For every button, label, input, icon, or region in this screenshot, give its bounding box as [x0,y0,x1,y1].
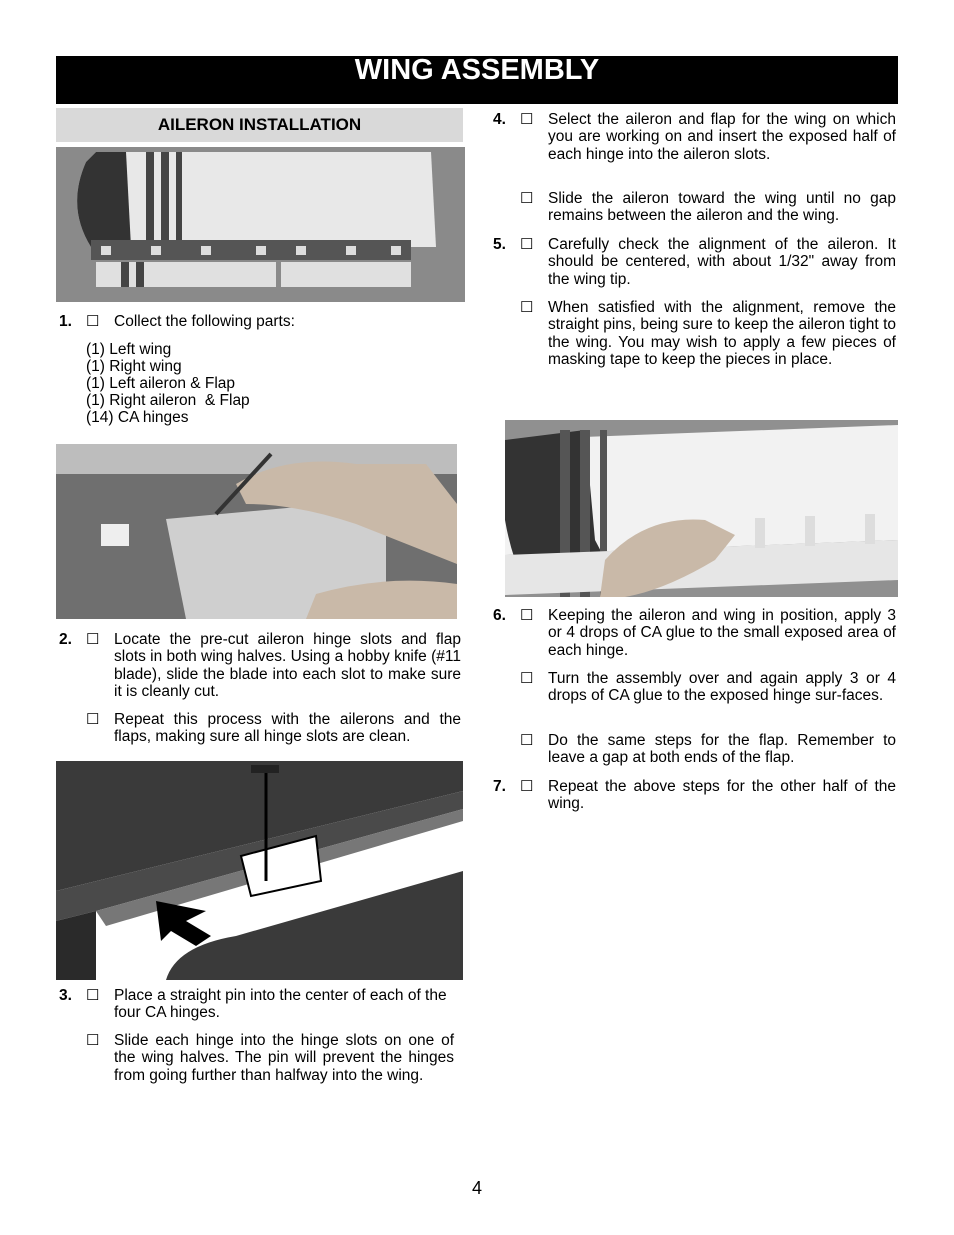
list-item: (1) Right aileron & Flap [86,392,250,409]
list-item: (14) CA hinges [86,409,189,426]
step-number: 6. [493,607,506,624]
list-item: (1) Left wing [86,341,172,358]
checkbox-icon[interactable]: ☐ [520,111,534,128]
step-number: 5. [493,236,506,253]
step-text: Select the aileron and flap for the wing on which you are working on and insert the exposed half of each hinge into the aileron slots. [548,111,896,163]
step-text: Repeat the above steps for the other half of the wing. [548,778,896,813]
step-text: Locate the pre-cut aileron hinge slots and flap slots in both wing halves. Using a hobby knife (#11 blade), slide the blade into each slot to make sure it is cleanly cut. [114,631,461,700]
step-text: Place a straight pin into the center of each of the four CA hinges. [114,987,447,1022]
checkbox-icon[interactable]: ☐ [520,236,534,253]
checkbox-icon[interactable]: ☐ [520,190,534,207]
aileron-taping-photo [505,420,898,597]
step-text: Repeat this process with the ailerons and the flaps, making sure all hinge slots are clean. [114,711,461,746]
page-title: WING ASSEMBLY [354,54,600,86]
step-text: Turn the assembly over and again apply 3 or 4 drops of CA glue to the exposed hinge sur-faces. [548,670,896,705]
checkbox-icon[interactable]: ☐ [86,1032,100,1049]
step-text: Keeping the aileron and wing in position, apply 3 or 4 drops of CA glue to the small exposed area of each hinge. [548,607,896,659]
checkbox-icon[interactable]: ☐ [86,313,100,330]
page-number: 4 [471,1178,482,1198]
aileron-taping-illustration [505,420,898,597]
checkbox-icon[interactable]: ☐ [520,607,534,624]
checkbox-icon[interactable]: ☐ [86,711,100,728]
step-number: 3. [59,987,72,1004]
section-heading: AILERON INSTALLATION [56,108,463,142]
step-text: Do the same steps for the flap. Remember to leave a gap at both ends of the flap. [548,732,896,767]
pin-hinge-illustration [56,761,463,980]
checkbox-icon[interactable]: ☐ [520,778,534,795]
list-item: (1) Right wing [86,358,182,375]
step-number: 2. [59,631,72,648]
step-text: Slide each hinge into the hinge slots on one of the wing halves. The pin will prevent the hinges from going further than halfway into the wing. [114,1032,454,1084]
step-number: 7. [493,778,506,795]
step-text: Slide the aileron toward the wing until no gap remains between the aileron and the wing. [548,190,896,225]
step-text: When satisfied with the alignment, remove the straight pins, being sure to keep the aileron tight to the wing. You may wish to apply a few pieces of masking tape to keep the pieces in place. [548,299,896,368]
checkbox-icon[interactable]: ☐ [86,631,100,648]
step-text: Carefully check the alignment of the aileron. It should be centered, with about 1/32" away from the wing tip. [548,236,896,288]
checkbox-icon[interactable]: ☐ [520,670,534,687]
wing-hinges-photo [56,147,465,302]
wing-hinges-illustration [56,147,465,302]
checkbox-icon[interactable]: ☐ [86,987,100,1004]
parts-list [86,341,250,426]
step-text: Collect the following parts: [114,313,295,330]
knife-slot-photo [56,444,457,619]
list-item: (1) Left aileron & Flap [86,375,236,392]
step-number: 4. [493,111,506,128]
pin-hinge-drawing [56,761,463,980]
knife-slot-illustration [56,444,457,619]
title-banner [56,56,898,104]
checkbox-icon[interactable]: ☐ [520,299,534,316]
step-number: 1. [59,313,72,330]
checkbox-icon[interactable]: ☐ [520,732,534,749]
